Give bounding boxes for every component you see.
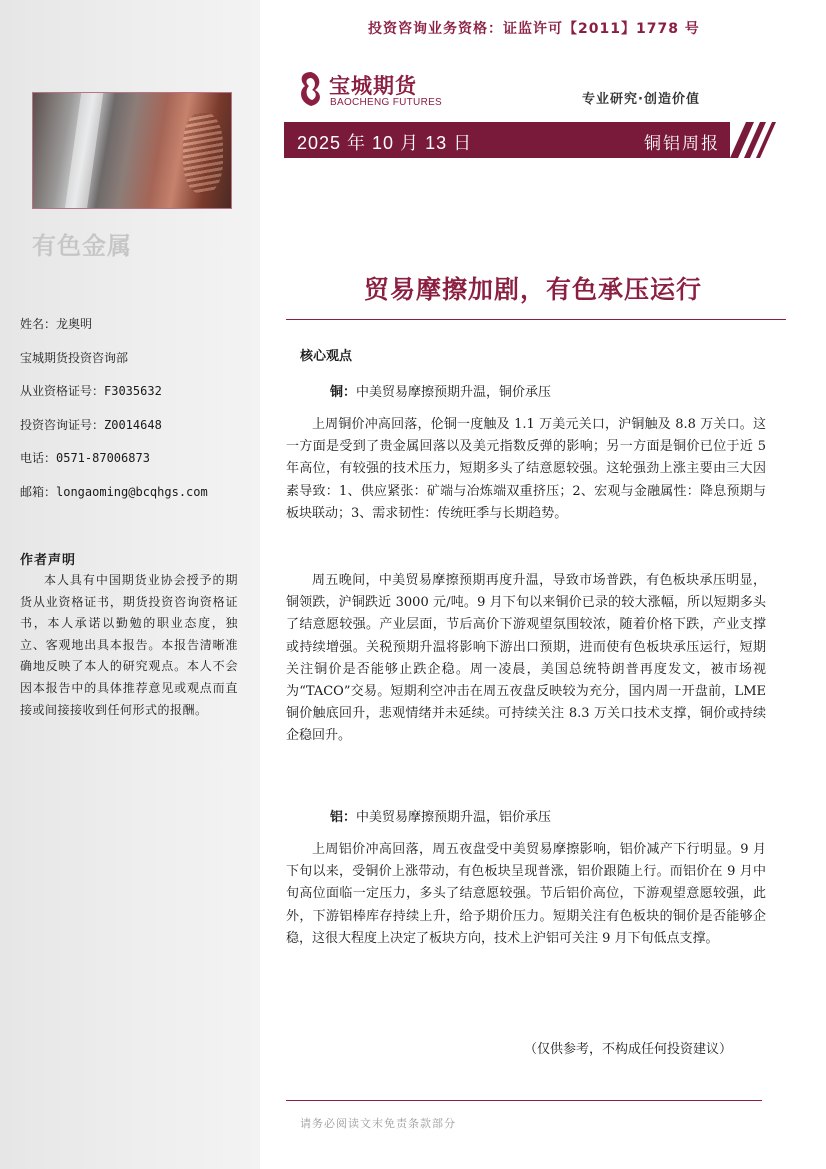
author-name: 姓名：龙奥明 (20, 317, 93, 331)
aluminum-subtitle: 中美贸易摩擦预期升温，铝价承压 (356, 810, 552, 825)
author-email[interactable]: 邮箱：longaoming@bcqhgs.com (20, 484, 208, 499)
cover-photo (32, 92, 232, 209)
copper-paragraph-1: 上周铜价冲高回落，伦铜一度触及 1.1 万美元关口，沪铜触及 8.8 万关口。这一方面是受到了贵金属回落以及美元指数反弹的影响；另一方面是铜价已位于近 5 年高位，有较强的技术压力，短期多头了结意愿较强。这轮强劲上涨主要由三大因素导致：1、供应紧张：矿端与冶炼端双重挤压；2、宏观与金融属性：降息预期与板块联动；3、需求韧性：传统旺季与长期趋势。 (286, 417, 766, 521)
aluminum-paragraph-1: 上周铝价冲高回落，周五夜盘受中美贸易摩擦影响，铝价减产下行明显。9 月下旬以来，受铜价上涨带动，有色板块呈现普涨，铝价跟随上行。而铝价在 9 月中旬高位面临一定压力，多头了结意愿较强。节后铝价高位，下游观望意愿较强，此外，下游铝棒库存持续上升，给予期价压力。短期关注有色板块的铜价是否能够企稳，这很大程度上决定了板块方向，技术上沪铝可关注 9 月下旬低点支撑。 (286, 842, 766, 946)
qualification-line: 投资咨询业务资格：证监许可【2011】1778 号 (368, 21, 700, 37)
copper-subtitle: 中美贸易摩擦预期升温，铜价承压 (356, 385, 552, 400)
copper-label: 铜： (330, 385, 357, 400)
core-view-heading: 核心观点 (300, 349, 353, 364)
author-info (20, 316, 252, 517)
aluminum-label: 铝： (330, 810, 357, 825)
practice-license: 从业资格证号：F3035632 (20, 384, 162, 398)
logo-text-en: BAOCHENG FUTURES (330, 97, 443, 108)
author-department: 宝城期货投资咨询部 (20, 350, 129, 365)
copper-paragraph-2: 周五晚间，中美贸易摩擦预期再度升温，导致市场普跌，有色板块承压明显，铜领跌，沪铜跌近 3000 元/吨。9 月下旬以来铜价已录的较大涨幅，所以短期多头了结意愿较强。产业层面，节后高价下游观望氛围较浓，随着价格下跌，产业支撑或持续增强。关税预期升温将影响下游出口预期，进而使有色板块承压运行，短期关注铜价是否能够止跌企稳。周一凌晨，美国总统特朗普再度发文，被市场视为“TACO”交易。短期利空冲击在周五夜盘反映较为充分，国内周一开盘前，LME 铜价触底回升，悲观情绪并未延续。可持续关注 8.3 万关口技术支撑，铜价或持续企稳回升。 (286, 573, 766, 744)
sector-label: 有色金属 (32, 232, 132, 260)
declaration-title: 作者声明 (20, 553, 77, 568)
footer-divider (286, 1100, 762, 1101)
title-divider (286, 319, 786, 320)
report-title: 贸易摩擦加剧，有色承压运行 (364, 275, 703, 304)
slogan: 专业研究·创造价值 (582, 92, 700, 107)
date-banner (284, 122, 730, 158)
photo-highlight (65, 93, 103, 209)
report-date: 2025 年 10 月 13 日 (297, 133, 473, 153)
footer-note[interactable]: 请务必阅读文末免责条款部分 (300, 1117, 456, 1130)
aluminum-subheading (330, 806, 551, 825)
company-logo (297, 68, 443, 112)
report-type: 铜铝周报 (644, 134, 720, 154)
copper-subheading (330, 381, 551, 400)
author-phone: 电话：0571-87006873 (20, 451, 150, 465)
declaration-body: 本人具有中国期货业协会授予的期货从业资格证书，期货投资咨询资格证书，本人承诺以勤勉的职业态度，独立、客观地出具本报告。本报告清晰准确地反映了本人的研究观点。本人不会因本报告中的具体推荐意见或观点而直接或间接接收到任何形式的报酬。 (20, 573, 238, 717)
banner-stripes-decoration (720, 122, 790, 158)
disclaimer: （仅供参考，不构成任何投资建议） (524, 1042, 733, 1057)
logo-text-cn: 宝城期货 (329, 74, 417, 98)
photo-copper-coil (183, 113, 223, 193)
consulting-license: 投资咨询证号：Z0014648 (20, 417, 162, 432)
logo-mark-icon (297, 70, 325, 108)
